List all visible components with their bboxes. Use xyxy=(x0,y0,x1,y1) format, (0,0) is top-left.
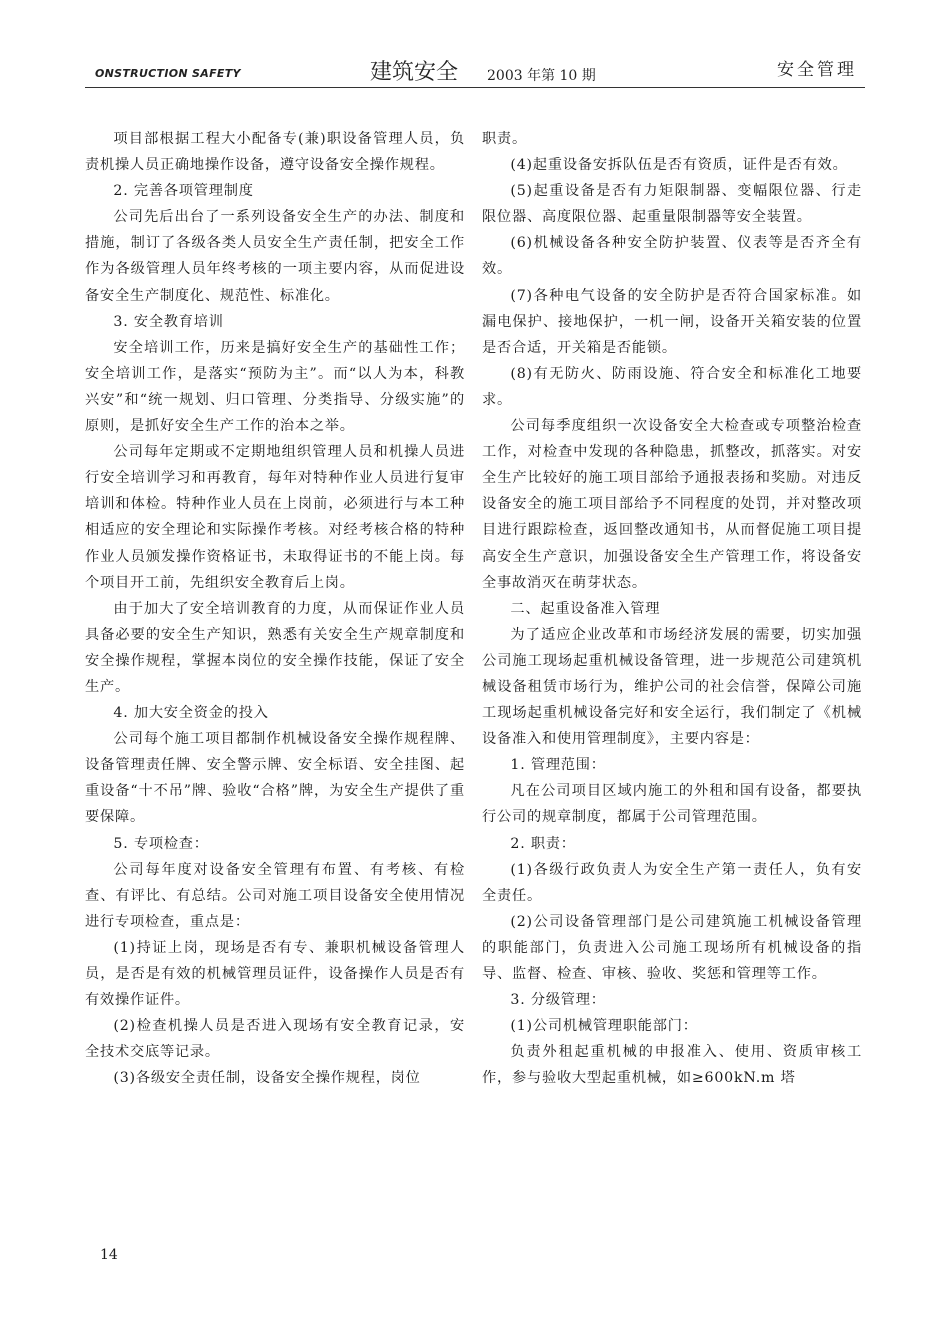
list-item: (3)各级安全责任制，设备安全操作规程，岗位 xyxy=(113,1070,421,1087)
paragraph: 公司先后出台了一系列设备安全生产的办法、制度和措施，制订了各级各类人员安全生产责任制，把安全工作作为各级管理人员年终考核的一项主要内容，从而促进设备安全生产制度化、规范性、标准化。 xyxy=(85,209,465,304)
list-item: (5)起重设备是否有力矩限制器、变幅限位器、行走限位器、高度限位器、起重量限制器等安全装置。 xyxy=(482,183,862,226)
section-heading: 二、起重设备准入管理 xyxy=(510,600,661,617)
subheading: 4. 加大安全资金的投入 xyxy=(113,705,269,722)
paragraph: 由于加大了安全培训教育的力度，从而保证作业人员具备必要的安全生产知识，熟悉有关安全生产规章制度和安全操作规程，掌握本岗位的安全操作技能，保证了安全生产。 xyxy=(85,600,465,695)
list-item: (1)持证上岗，现场是否有专、兼职机械设备管理人员，是否是有效的机械管理员证件，设备操作人员是否有有效操作证件。 xyxy=(85,939,465,1009)
subheading: 1. 管理范围： xyxy=(510,757,606,774)
paragraph: 公司每年度对设备安全管理有布置、有考核、有检查、有评比、有总结。公司对施工项目设备安全使用情况进行专项检查，重点是： xyxy=(85,861,465,930)
journal-english-title: ONSTRUCTION SAFETY xyxy=(95,67,241,80)
subheading: 2. 完善各项管理制度 xyxy=(113,183,254,200)
list-item: (1)各级行政负责人为安全生产第一责任人，负有安全责任。 xyxy=(482,861,862,904)
list-item: (2)公司设备管理部门是公司建筑施工机械设备管理的职能部门，负责进入公司施工现场所有机械设备的指导、监督、检查、审核、验收、奖惩和管理等工作。 xyxy=(482,913,862,982)
left-column xyxy=(85,126,465,1091)
right-column xyxy=(482,126,862,1091)
list-item: (6)机械设备各种安全防护装置、仪表等是否齐全有效。 xyxy=(482,235,862,278)
subheading: 3. 安全教育培训 xyxy=(113,313,224,330)
subheading: 2. 职责： xyxy=(510,835,576,852)
page-header xyxy=(95,55,865,90)
journal-title: 建筑安全 xyxy=(370,60,459,85)
paragraph-continuation: 职责。 xyxy=(482,131,527,147)
paragraph: 凡在公司项目区域内施工的外租和国有设备，都要执行公司的规章制度，都属于公司管理范围。 xyxy=(482,783,862,826)
paragraph: 公司每季度组织一次设备安全大检查或专项整治检查工作，对检查中发现的各种隐患，抓整改，抓落实。对安全生产比较好的施工项目部给予通报表扬和奖励。对违反设备安全的施工项目部给予不同程度的处罚，并对整改项目进行跟踪检查，返回整改通知书，从而督促施工项目提高安全生产意识，加强设备安全生产管理工作，将设备安全事故消灭在萌芽状态。 xyxy=(482,418,862,591)
paragraph: 项目部根据工程大小配备专(兼)职设备管理人员，负责机操人员正确地操作设备，遵守设备安全操作规程。 xyxy=(85,131,465,174)
subheading: 5. 专项检查： xyxy=(113,835,209,852)
list-item: (1)公司机械管理职能部门： xyxy=(510,1018,698,1035)
paragraph: 安全培训工作，历来是搞好安全生产的基础性工作；安全培训工作，是落实“预防为主”。而“以人为本，科教兴安”和“统一规划、归口管理、分类指导、分级实施”的原则，是抓好安全生产工作的治本之举。 xyxy=(85,339,465,435)
list-item: (2)检查机操人员是否进入现场有安全教育记录，安全技术交底等记录。 xyxy=(85,1018,465,1061)
paragraph: 为了适应企业改革和市场经济发展的需要，切实加强公司施工现场起重机械设备管理，进一步规范公司建筑机械设备租赁市场行为，维护公司的社会信誉，保障公司施工现场起重机械设备完好和安全运行，我们制定了《机械设备准入和使用管理制度》，主要内容是： xyxy=(482,626,862,748)
header-rule xyxy=(85,87,865,88)
list-item: (4)起重设备安拆队伍是否有资质，证件是否有效。 xyxy=(510,157,848,174)
paragraph: 公司每个施工项目都制作机械设备安全操作规程牌、设备管理责任牌、安全警示牌、安全标语、安全挂图、起重设备“十不吊”牌、验收“合格”牌，为安全生产提供了重要保障。 xyxy=(85,731,465,826)
issue-label: 2003 年第 10 期 xyxy=(487,68,596,84)
list-item: (8)有无防火、防雨设施、符合安全和标准化工地要求。 xyxy=(482,365,862,408)
page-number: 14 xyxy=(100,1247,118,1263)
section-title: 安全管理 xyxy=(777,60,857,80)
paragraph: 公司每年定期或不定期地组织管理人员和机操人员进行安全培训学习和再教育，每年对特种作业人员进行复审培训和体检。特种作业人员在上岗前，必须进行与本工种相适应的安全理论和实际操作考核。对经考核合格的特种作业人员颁发操作资格证书，未取得证书的不能上岗。每个项目开工前，先组织安全教育后上岗。 xyxy=(85,444,465,591)
subheading: 3. 分级管理： xyxy=(510,992,606,1009)
list-item: (7)各种电气设备的安全防护是否符合国家标准。如漏电保护、接地保护，一机一闸，设备开关箱安装的位置是否合适，开关箱是否能锁。 xyxy=(482,287,862,356)
paragraph: 负责外租起重机械的申报准入、使用、资质审核工作，参与验收大型起重机械，如≥600kN.m 塔 xyxy=(482,1044,862,1087)
